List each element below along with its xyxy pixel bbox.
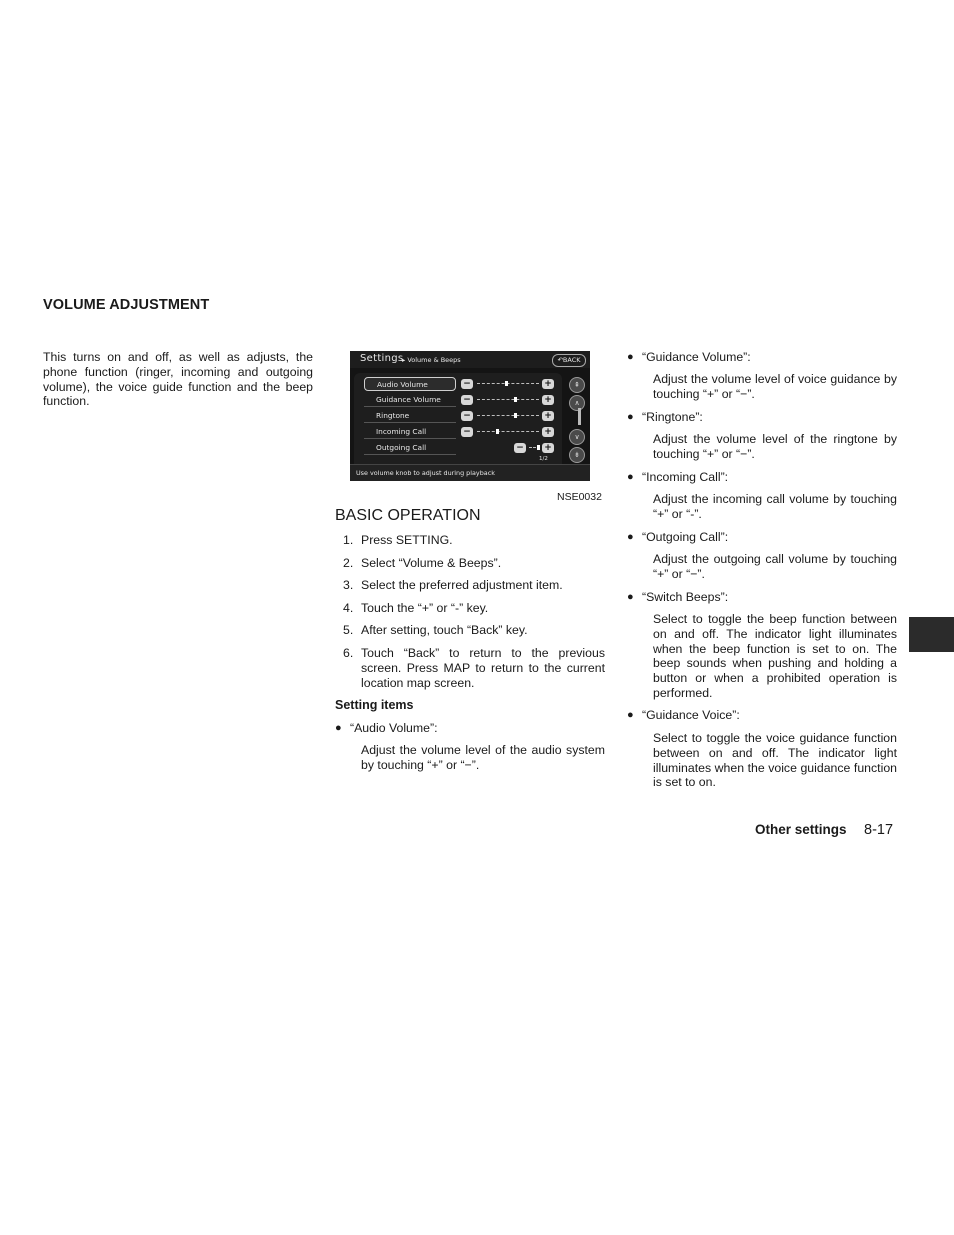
setting-items-column [627, 350, 897, 800]
scrollbar [578, 408, 581, 425]
step-number: 2. [343, 556, 354, 570]
settings-screen-image [350, 351, 590, 481]
item-label: “Outgoing Call”: [642, 530, 729, 544]
step-number: 3. [343, 578, 354, 592]
volume-track [477, 383, 539, 384]
volume-knob [505, 381, 508, 386]
screen-row-ringtone [364, 409, 564, 423]
plus-icon: + [542, 443, 554, 453]
volume-knob [514, 413, 517, 418]
step-text: Select the preferred adjustment item. [361, 578, 563, 592]
setting-items-title: Setting items [335, 698, 414, 712]
step-text: After setting, touch “Back” key. [361, 623, 528, 637]
plus-icon: + [542, 379, 554, 389]
item-label: “Ringtone”: [642, 410, 703, 424]
step-text: Touch “Back” to return to the previous screen. Press MAP to return to the current location map screen. [361, 646, 605, 690]
volume-track [477, 399, 539, 400]
basic-operation-title: BASIC OPERATION [335, 507, 481, 524]
steps-list [335, 533, 605, 693]
item-label: “Guidance Volume”: [642, 350, 751, 364]
step-number: 4. [343, 601, 354, 615]
bullet-icon: ● [627, 531, 634, 543]
item-label: “Audio Volume”: [350, 721, 438, 735]
bullet-icon: ● [627, 411, 634, 423]
bullet-icon: ● [627, 351, 634, 363]
screen-row-label: Guidance Volume [364, 393, 456, 407]
step-text: Press SETTING. [361, 533, 453, 547]
volume-knob [514, 397, 517, 402]
screen-status-bar [350, 464, 590, 481]
back-arrow-icon: ↶ [557, 356, 563, 364]
plus-icon: + [542, 395, 554, 405]
screen-row-guidance-volume [364, 393, 564, 407]
screen-header [350, 351, 590, 368]
item-description: Adjust the incoming call volume by touching “+” or “-”. [653, 492, 897, 521]
minus-icon: − [461, 411, 473, 421]
item-label: “Incoming Call”: [642, 470, 729, 484]
bullet-icon: ● [627, 591, 634, 603]
screen-row-label: Ringtone [364, 409, 456, 423]
screen-row-audio-volume [364, 377, 564, 391]
screen-title: Settings [360, 353, 404, 364]
step-number: 1. [343, 533, 354, 547]
item-description: Select to toggle the voice guidance function between on and off. The indicator light illuminates when the voice guidance function is set to on. [653, 731, 897, 790]
screen-row-label: Outgoing Call [364, 441, 456, 455]
item-description: Adjust the volume level of the audio system by touching “+” or “−”. [361, 743, 605, 772]
section-title: VOLUME ADJUSTMENT [43, 297, 210, 313]
volume-track [477, 431, 539, 432]
item-label: “Switch Beeps”: [642, 590, 729, 604]
screen-back-label: BACK [562, 356, 581, 364]
minus-icon: − [461, 395, 473, 405]
scroll-bottom-icon: ⇟ [569, 447, 585, 463]
footer-page-number: 8-17 [864, 822, 894, 838]
screen-row-outgoing-call [364, 441, 564, 455]
plus-icon: + [542, 427, 554, 437]
screen-row-label: Audio Volume [364, 377, 456, 391]
intro-paragraph: This turns on and off, as well as adjusts, the phone function (ringer, incoming and outgoing volume), the voice guide function and the beep function. [43, 350, 313, 409]
volume-track [477, 415, 539, 416]
screen-subtitle: ▸ Volume & Beeps [402, 356, 461, 364]
scroll-down-icon: ∨ [569, 429, 585, 445]
chapter-tab [909, 617, 954, 652]
screen-row-incoming-call [364, 425, 564, 439]
minus-icon: − [461, 427, 473, 437]
bullet-icon: ● [335, 722, 342, 734]
image-caption: NSE0032 [557, 491, 602, 503]
screen-row-label: Incoming Call [364, 425, 456, 439]
screen-page-indicator: 1/2 [539, 456, 548, 462]
step-number: 5. [343, 623, 354, 637]
step-text: Select “Volume & Beeps”. [361, 556, 502, 570]
bullet-icon: ● [627, 709, 634, 721]
item-description: Adjust the outgoing call volume by touching “+” or “−”. [653, 552, 897, 581]
footer-section-label: Other settings [755, 822, 847, 837]
bullet-icon: ● [627, 471, 634, 483]
minus-icon: − [461, 379, 473, 389]
plus-icon: + [542, 411, 554, 421]
scroll-up-icon: ∧ [569, 395, 585, 411]
step-number: 6. [343, 646, 354, 660]
volume-knob [537, 445, 540, 450]
minus-icon: − [514, 443, 526, 453]
screen-back-button [552, 354, 586, 367]
item-description: Adjust the volume level of voice guidance by touching “+” or “−”. [653, 372, 897, 401]
step-text: Touch the “+” or “-” key. [361, 601, 489, 615]
item-description: Select to toggle the beep function between on and off. The indicator light illuminates when the beep function is set to on. The beep sounds when pushing and holding a button or when a prohibited operation is performed. [653, 612, 897, 700]
volume-knob [496, 429, 499, 434]
item-description: Adjust the volume level of the ringtone by touching “+” or “−”. [653, 432, 897, 461]
item-label: “Guidance Voice”: [642, 708, 740, 722]
screen-status-text: Use volume knob to adjust during playback [356, 469, 495, 477]
setting-item-audio-volume [335, 721, 605, 781]
scroll-top-icon: ⇞ [569, 377, 585, 393]
